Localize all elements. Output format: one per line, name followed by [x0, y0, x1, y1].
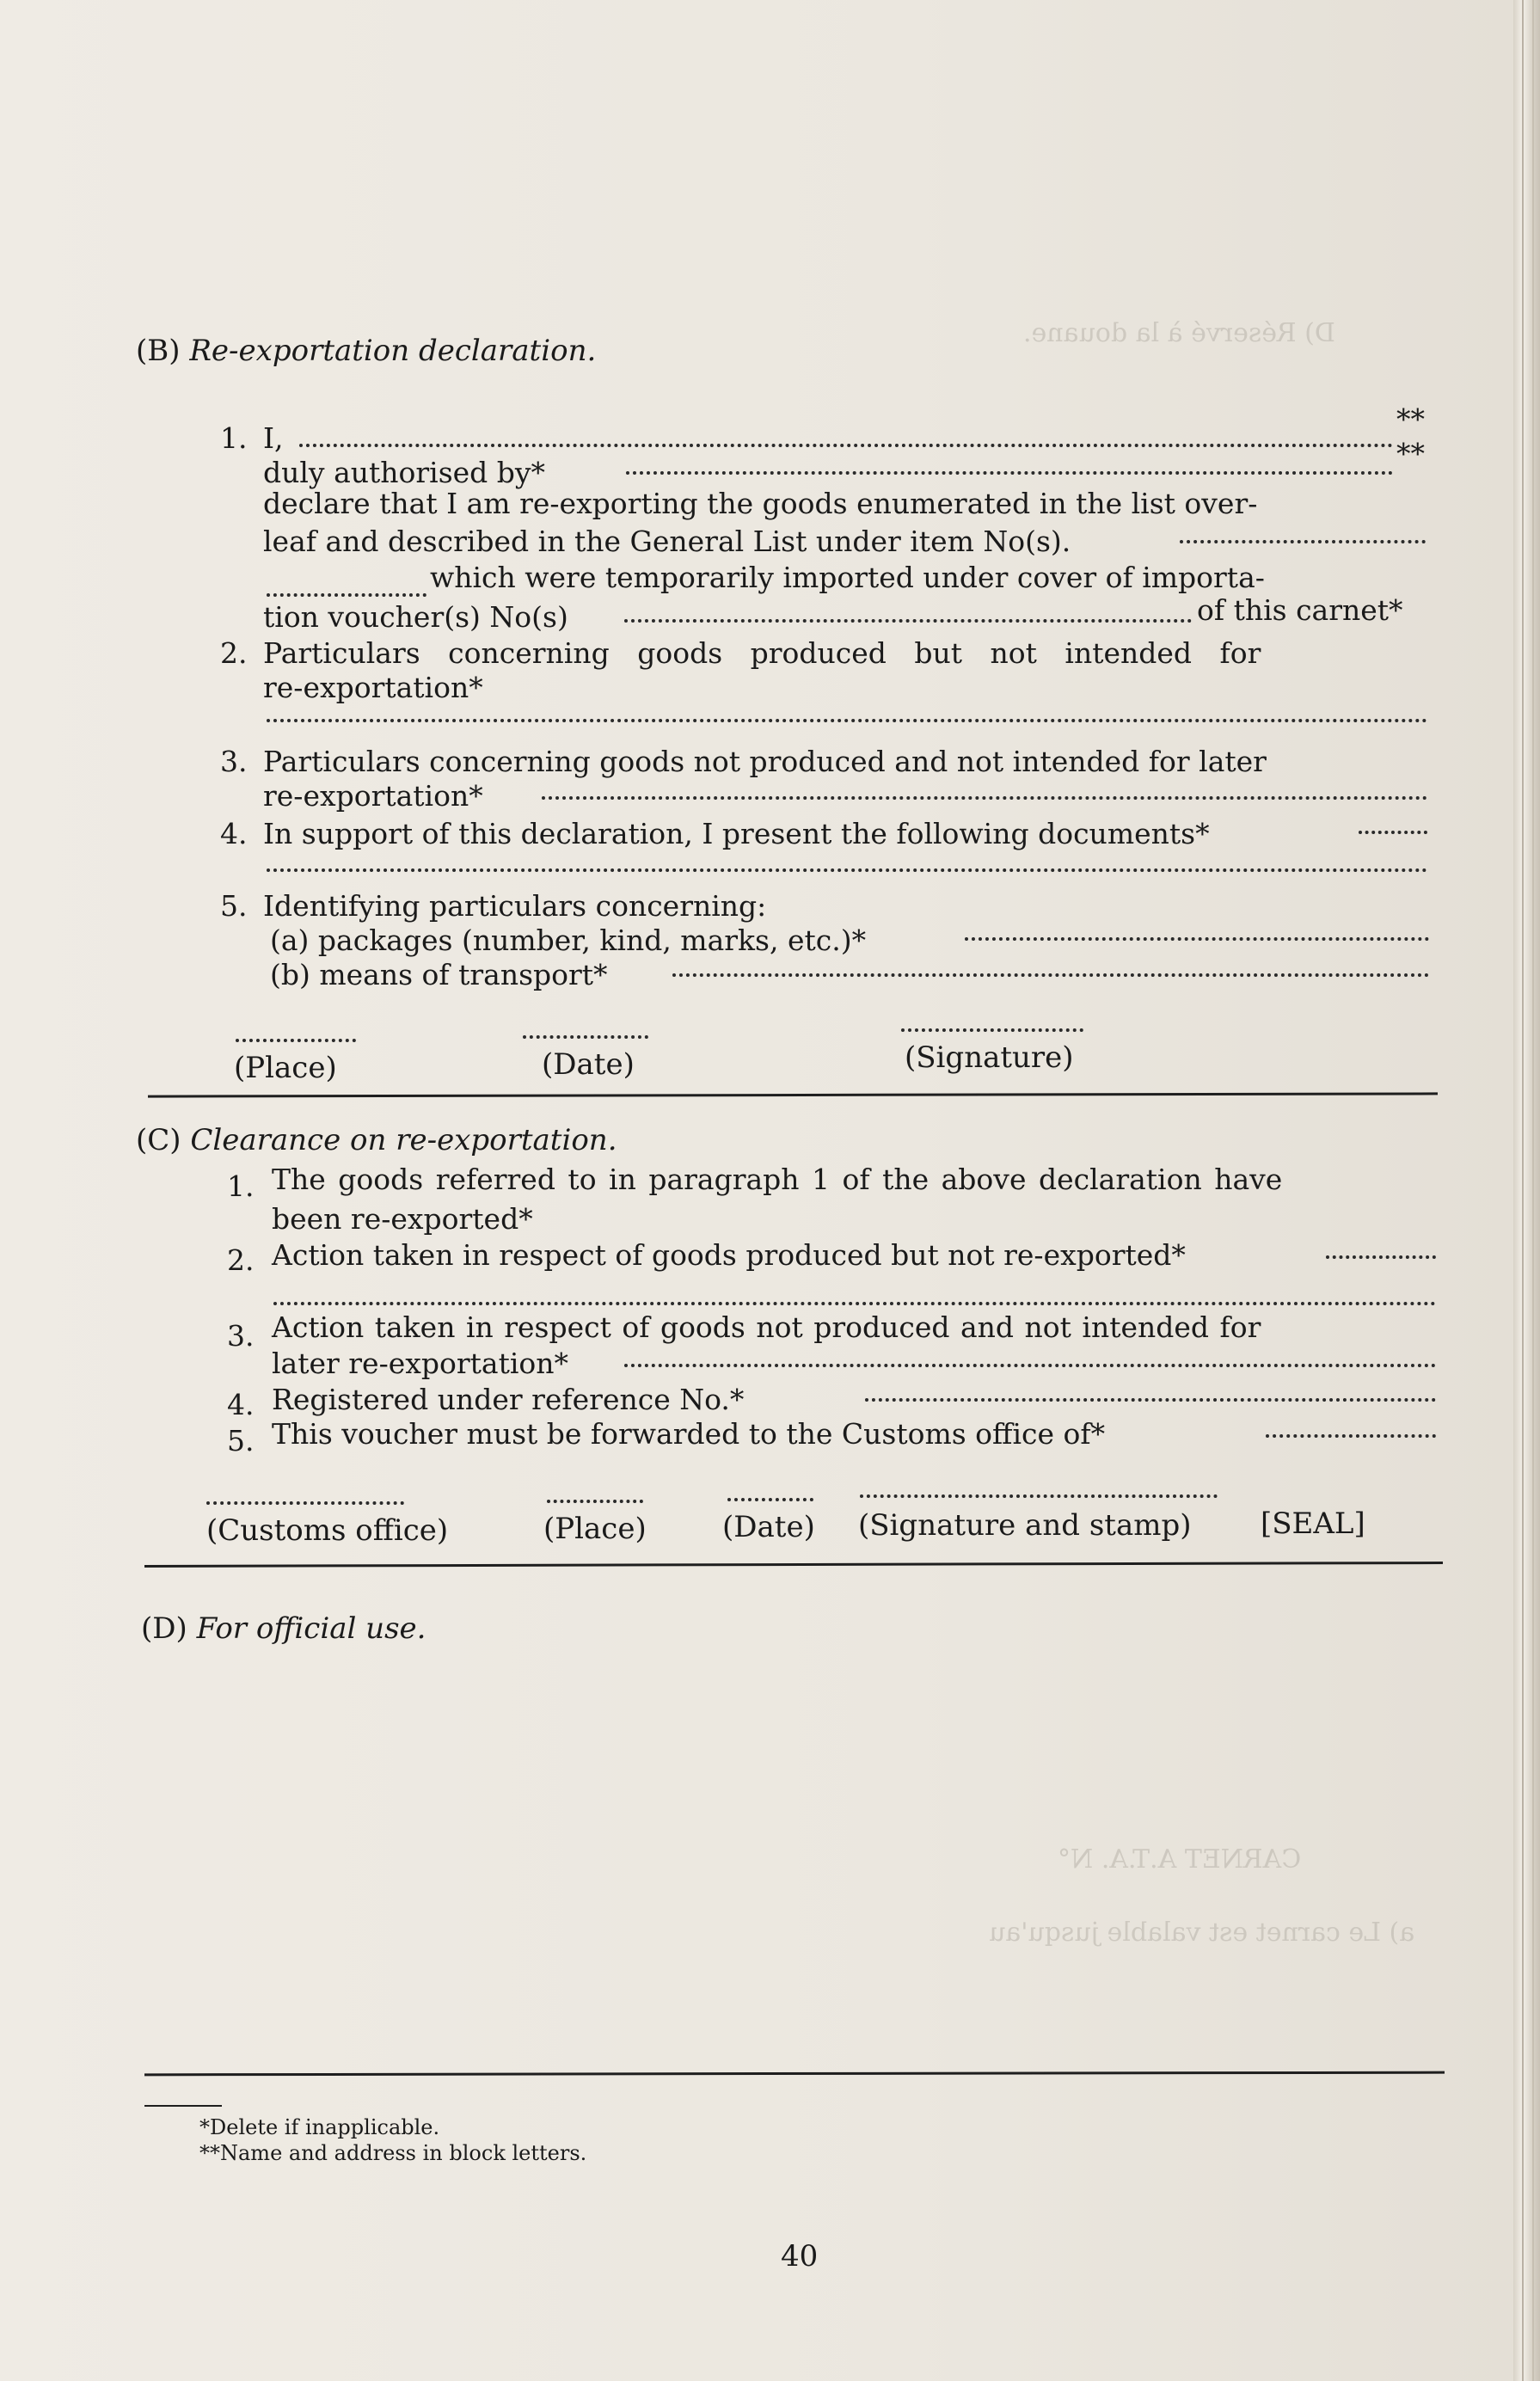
c-customs-office-label: (Customs office)	[206, 1513, 449, 1548]
c-item-3-number: 3.	[227, 1319, 255, 1353]
b-item-4-leader	[1359, 831, 1427, 834]
c-item-3-leader	[624, 1364, 1436, 1367]
section-c-rule	[144, 1562, 1443, 1568]
c-item-3-line-2: later re-exportation*	[272, 1347, 569, 1380]
b-place-dots	[236, 1039, 356, 1042]
show-through-text: D) Réservé à la douane.	[1023, 318, 1335, 348]
b-item-1-line-4: leaf and described in the General List under item No(s).	[263, 525, 1071, 558]
b-item-1-number: 1.	[220, 421, 248, 455]
section-c-title: Clearance on re-exportation.	[190, 1123, 617, 1157]
c-item-4-line-1: Registered under reference No.*	[272, 1383, 745, 1416]
footnote-1: *Delete if inapplicable.	[199, 2115, 440, 2139]
b-item-5-a: (a) packages (number, kind, marks, etc.)*	[270, 924, 867, 957]
b-item-3-line-2: re-exportation*	[263, 779, 483, 813]
b-item-1-line-6: tion voucher(s) No(s)	[263, 600, 568, 634]
b-item-2-number: 2.	[220, 636, 248, 670]
b-item-5-b: (b) means of transport*	[270, 958, 608, 991]
footnote-2: **Name and address in block letters.	[199, 2141, 587, 2165]
b-item-1-line-2-marker: **	[1396, 437, 1425, 470]
b-item-5-number: 5.	[220, 889, 248, 923]
b-item-5-line-1: Identifying particulars concerning:	[263, 889, 767, 923]
b-item-4-blank-line	[267, 868, 1427, 872]
b-item-1-line-3: declare that I am re-exporting the goods enumerated in the list over-	[263, 487, 1258, 520]
b-item-1-line-5: which were temporarily imported under cover of importa-	[430, 561, 1265, 594]
b-signature-label: (Signature)	[905, 1040, 1074, 1075]
b-item-5-a-leader	[965, 937, 1429, 941]
b-signature-dots	[901, 1028, 1083, 1032]
b-item-2-line-1: Particulars concerning goods produced but not intended for	[263, 636, 1261, 670]
c-item-4-leader	[865, 1398, 1436, 1402]
b-item-3-line-1: Particulars concerning goods not produced and not intended for later	[263, 745, 1267, 778]
b-item-1-line-1-leader	[299, 444, 1393, 447]
section-b-title: Re-exportation declaration.	[189, 334, 597, 368]
c-item-1-line-1: The goods referred to in paragraph 1 of the above declaration have	[272, 1163, 1283, 1196]
c-item-5-number: 5.	[227, 1424, 255, 1457]
b-item-5-b-leader	[672, 973, 1429, 977]
c-item-5-line-1: This voucher must be forwarded to the Customs office of*	[272, 1417, 1106, 1451]
b-place-label: (Place)	[234, 1051, 337, 1085]
section-c-heading	[136, 1123, 617, 1157]
b-item-1-line-6-leader	[624, 619, 1192, 623]
c-signature-stamp-label: (Signature and stamp)	[858, 1508, 1192, 1543]
c-place-dots	[547, 1500, 643, 1503]
c-seal-label: [SEAL]	[1261, 1507, 1365, 1541]
b-date-dots	[523, 1035, 648, 1039]
c-item-1-number: 1.	[227, 1169, 255, 1203]
b-item-1-line-1: I,	[263, 421, 284, 455]
c-customs-office-dots	[206, 1501, 404, 1505]
c-item-2-leader	[1326, 1255, 1436, 1259]
show-through-text: a) Le carnet est valable jusqu'au	[989, 1918, 1415, 1948]
b-item-1-line-1-marker: **	[1396, 402, 1425, 436]
section-d-letter: (D)	[141, 1611, 187, 1646]
section-c-letter: (C)	[136, 1123, 181, 1157]
c-date-label: (Date)	[722, 1510, 815, 1544]
page-number: 40	[781, 2239, 819, 2274]
b-item-1-line-2: duly authorised by*	[263, 456, 546, 489]
page-edge	[1513, 0, 1540, 2381]
b-item-1-line-5-leader	[267, 593, 426, 597]
section-b-rule	[148, 1092, 1438, 1097]
b-item-3-number: 3.	[220, 745, 248, 778]
b-item-2-blank-line	[267, 719, 1427, 722]
c-place-label: (Place)	[543, 1512, 647, 1546]
section-b-letter: (B)	[136, 334, 181, 368]
section-d-title: For official use.	[196, 1611, 426, 1646]
footnote-separator	[144, 2105, 222, 2107]
c-item-3-line-1: Action taken in respect of goods not produced and not intended for	[272, 1310, 1261, 1344]
c-signature-dots	[860, 1494, 1218, 1498]
b-item-2-line-2: re-exportation*	[263, 671, 483, 704]
b-item-4-line-1: In support of this declaration, I present the following documents*	[263, 817, 1210, 850]
c-item-4-number: 4.	[227, 1388, 255, 1421]
show-through-text: CARNET A.T.A. N°	[1058, 1844, 1302, 1875]
b-item-1-line-2-leader	[626, 471, 1393, 475]
section-d-rule	[144, 2071, 1445, 2077]
section-d-heading	[141, 1611, 426, 1646]
b-item-1-line-6-end: of this carnet*	[1197, 593, 1403, 627]
c-item-2-blank-line	[273, 1302, 1436, 1305]
c-item-5-leader	[1266, 1434, 1436, 1438]
b-item-4-number: 4.	[220, 817, 248, 850]
section-b-heading	[136, 334, 596, 368]
page-edge-line	[1532, 0, 1534, 2381]
c-item-2-number: 2.	[227, 1243, 255, 1277]
page-edge-line	[1522, 0, 1524, 2381]
c-item-1-line-2: been re-exported*	[272, 1202, 533, 1236]
c-item-2-line-1: Action taken in respect of goods produced but not re-exported*	[272, 1238, 1186, 1272]
c-date-dots	[727, 1498, 813, 1501]
b-item-1-line-4-leader	[1180, 540, 1426, 543]
b-date-label: (Date)	[542, 1047, 635, 1082]
b-item-3-leader	[542, 796, 1427, 800]
